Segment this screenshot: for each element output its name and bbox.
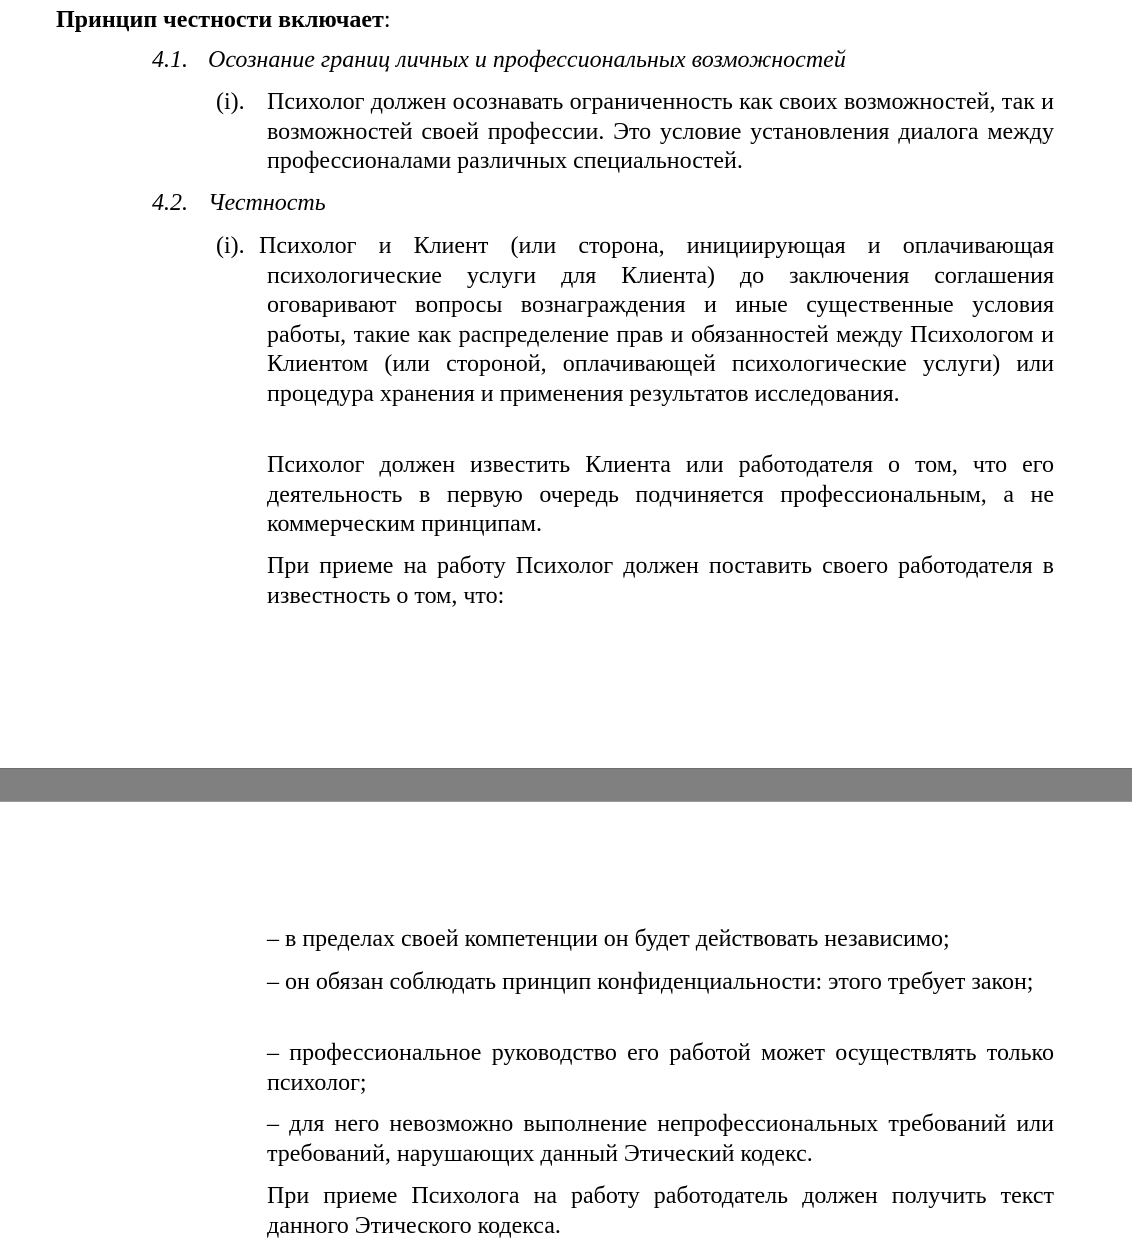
page-separator <box>0 768 1132 802</box>
paragraph-notify-client: Психолог должен известить Клиента или работодателя о том, что его деятельность в первую очередь подчиняется профессиональным, а не коммерческим принципам. <box>267 452 1054 537</box>
heading-colon: : <box>383 7 391 33</box>
item-4-2-i-text: Психолог и Клиент (или сторона, инициирующая и оплачивающая психологические услуги для Клиента) до заключения соглашения оговаривают вопросы вознаграждения и иные существенные условия работы, такие как распределение прав и обязанностей между Психологом и Клиентом (или стороной, оплачивающей психологические услуги) или процедура хранения и применения результатов исследования. <box>259 233 1054 407</box>
subsection-4-1-number: 4.1. <box>152 47 188 73</box>
subsection-4-1-title <box>152 45 846 75</box>
paragraph-employer-receives-code: При приеме Психолога на работу работодатель должен получить текст данного Этического кодекса. <box>267 1183 1054 1239</box>
section-heading <box>56 5 391 35</box>
paragraph-employment: При приеме на работу Психолог должен поставить своего работодателя в известность о том, что: <box>267 553 1054 609</box>
list-item-professional-guidance: – профессиональное руководство его работой может осуществлять только психолог; <box>267 1040 1054 1096</box>
subsection-4-1-title-text: Осознание границ личных и профессиональных возможностей <box>208 47 846 73</box>
item-4-1-i-text: Психолог должен осознавать ограниченность как своих возможностей, так и возможностей своей профессии. Это условие установления диалога между профессионалами различных специальностей. <box>267 89 1054 174</box>
list-item-no-unprofessional-demands: – для него невозможно выполнение непрофессиональных требований или требований, нарушающих данный Этический кодекс. <box>267 1111 1054 1167</box>
list-item-independence: – в пределах своей компетенции он будет действовать независимо; <box>267 926 950 952</box>
item-4-1-i-marker: (i). <box>216 89 245 115</box>
list-item-confidentiality: – он обязан соблюдать принцип конфиденциальности: этого требует закон; <box>267 969 1034 995</box>
document-page-2 <box>0 802 1132 1244</box>
subsection-4-2-title <box>152 188 326 218</box>
subsection-4-2-number: 4.2. <box>152 190 188 216</box>
item-4-2-i-marker: (i). <box>216 233 245 259</box>
section-heading-text: Принцип честности включает <box>56 7 384 33</box>
subsection-4-2-title-text: Честность <box>208 190 326 216</box>
